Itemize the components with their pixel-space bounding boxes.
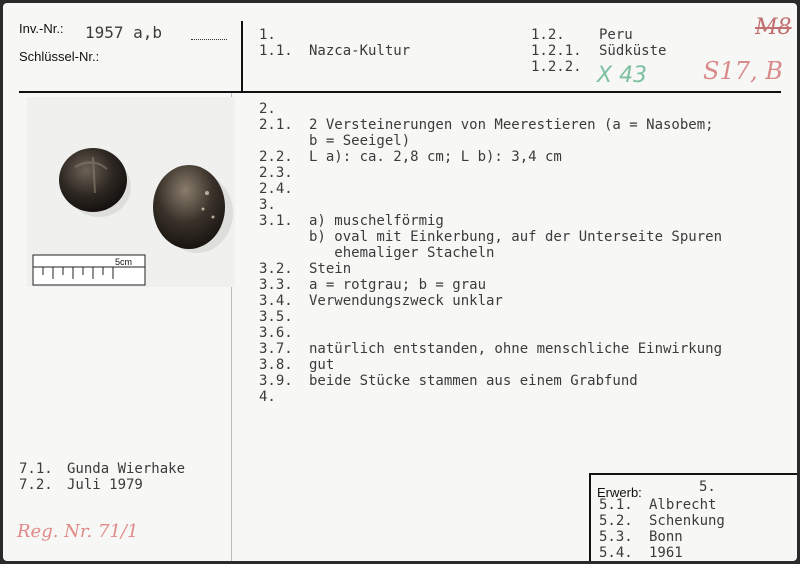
row-code: 3. [259,197,276,213]
row-code: 3.7. [259,341,293,357]
row-text: natürlich entstanden, ohne menschliche Einwirkung [309,341,723,357]
specimen-photo [27,97,235,287]
acquisition-value: Schenkung [649,513,725,529]
row-code: 3.4. [259,293,293,309]
acquisition-label: Erwerb: [597,485,642,500]
scale-label: 5cm [115,257,133,267]
author-value: Gunda Wierhake [67,461,186,477]
row-code: 2. [259,101,276,117]
row-text: gut [309,357,335,373]
row-text: b = Seeigel) [309,133,411,149]
code-1-2-2: 1.2.2. [531,59,582,75]
row-text: a) muschelförmig [309,213,444,229]
key-label: Schlüssel-Nr.: [19,49,100,64]
row-text: b) oval mit Einkerbung, auf der Unterseite Spuren [309,229,723,245]
header-divider [241,21,243,91]
row-code: 2.4. [259,181,293,197]
header-rule [19,91,781,93]
inv-label: Inv.-Nr.: [19,21,64,36]
code-5: 5. [699,479,716,495]
acquisition-box [589,473,797,561]
annotation-right: S17, B [703,57,783,85]
code-7-1: 7.1. [19,461,53,477]
region-value: Südküste [599,43,667,59]
acquisition-value: 1961 [649,545,683,561]
row-code: 3.9. [259,373,293,389]
row-code: 2.2. [259,149,293,165]
inv-value: 1957 a,b [85,23,163,42]
row-code: 2.1. [259,117,293,133]
date-value: Juli 1979 [67,477,143,493]
culture-value: Nazca-Kultur [309,43,411,59]
acquisition-code: 5.3. [599,529,633,545]
acquisition-value: Bonn [649,529,683,545]
inv-dotted-line [191,39,227,40]
code-1-2-1: 1.2.1. [531,43,582,59]
fossil-b [153,165,225,249]
code-1-1: 1.1. [259,43,293,59]
annotation-top: M8 [755,15,792,40]
row-text: Stein [309,261,352,277]
row-code: 3.3. [259,277,293,293]
row-text: beide Stücke stammen aus einem Grabfund [309,373,638,389]
fossil-illustration [27,97,235,287]
row-code: 3.1. [259,213,293,229]
acquisition-code: 5.1. [599,497,633,513]
acquisition-code: 5.4. [599,545,633,561]
acquisition-value: Albrecht [649,497,717,513]
code-1-2: 1.2. [531,27,565,43]
row-code: 3.6. [259,325,293,341]
row-code: 3.2. [259,261,293,277]
row-text: a = rotgrau; b = grau [309,277,487,293]
country-value: Peru [599,27,633,43]
acquisition-code: 5.2. [599,513,633,529]
row-text: Verwendungszweck unklar [309,293,503,309]
registration-number: Reg. Nr. 71/1 [17,521,139,542]
code-1: 1. [259,27,276,43]
row-code: 2.3. [259,165,293,181]
annotation-green: X 43 [597,63,648,88]
row-text: L a): ca. 2,8 cm; L b): 3,4 cm [309,149,562,165]
row-text: 2 Versteinerungen von Meerestieren (a = Nasobem; [309,117,714,133]
row-code: 4. [259,389,276,405]
code-7-2: 7.2. [19,477,53,493]
row-code: 3.8. [259,357,293,373]
catalog-card [3,3,797,561]
row-text: ehemaliger Stacheln [309,245,495,261]
row-code: 3.5. [259,309,293,325]
